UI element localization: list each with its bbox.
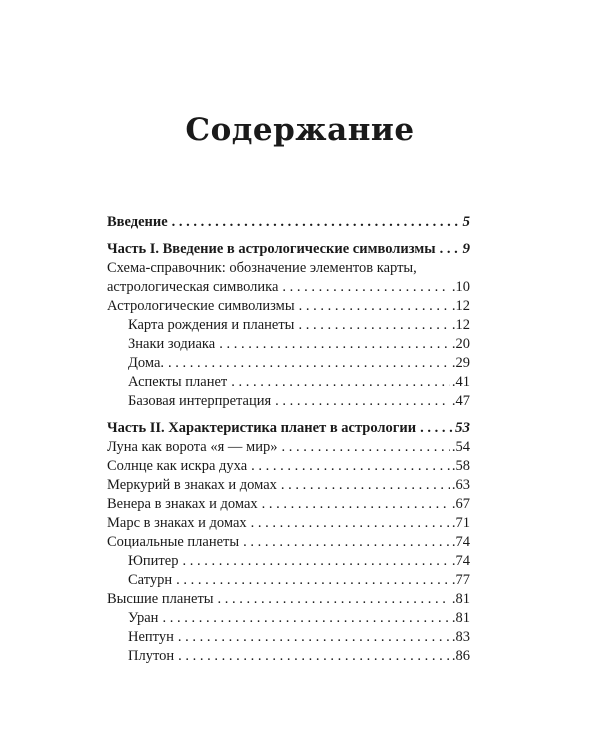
toc-entry-label: Астрологические символизмы bbox=[107, 298, 295, 314]
toc-page-number: .47 bbox=[451, 393, 470, 409]
toc-page-number: .20 bbox=[451, 336, 470, 352]
toc-page-number: .41 bbox=[451, 374, 470, 390]
toc-entry[interactable] bbox=[107, 438, 470, 457]
toc-entry-label: Схема-справочник: обозначение элементов карты, bbox=[107, 260, 417, 276]
toc-page-number: .86 bbox=[451, 648, 470, 664]
dot-leader bbox=[182, 552, 449, 571]
toc-page-number: .63 bbox=[451, 477, 470, 493]
dot-leader bbox=[251, 514, 450, 533]
toc-page-number: .83 bbox=[451, 629, 470, 645]
toc-page-number: .58 bbox=[451, 458, 470, 474]
dot-leader bbox=[231, 373, 450, 392]
dot-leader bbox=[178, 628, 450, 647]
toc-page-number: .12 bbox=[451, 317, 470, 333]
toc-page-number: .81 bbox=[451, 610, 470, 626]
dot-leader bbox=[262, 495, 450, 514]
dot-leader bbox=[218, 590, 450, 609]
toc-subentry[interactable] bbox=[107, 316, 470, 335]
toc-subentry[interactable] bbox=[107, 354, 470, 373]
toc-page-number: .74 bbox=[451, 534, 470, 550]
toc-entry-label: Уран bbox=[128, 610, 159, 626]
toc-part-heading[interactable] bbox=[107, 213, 470, 232]
toc-entry[interactable] bbox=[107, 457, 470, 476]
toc-entry-label: Аспекты планет bbox=[128, 374, 228, 390]
toc-entry[interactable] bbox=[107, 278, 470, 297]
dot-leader bbox=[299, 297, 450, 316]
toc-entry-label: Луна как ворота «я — мир» bbox=[107, 439, 278, 455]
dot-leader bbox=[176, 571, 450, 590]
toc-entry-label: Социальные планеты bbox=[107, 534, 240, 550]
toc-entry[interactable] bbox=[107, 514, 470, 533]
toc-page-number: .77 bbox=[451, 572, 470, 588]
toc-page-number: .10 bbox=[451, 279, 470, 295]
dot-leader bbox=[440, 240, 461, 259]
toc-entry-label: Знаки зодиака bbox=[128, 336, 216, 352]
toc-page-number: .74 bbox=[451, 553, 470, 569]
toc-entry[interactable] bbox=[107, 495, 470, 514]
dot-leader bbox=[219, 335, 450, 354]
dot-leader bbox=[420, 419, 453, 438]
dot-leader bbox=[282, 278, 449, 297]
toc-entry[interactable] bbox=[107, 533, 470, 552]
toc-entry-line[interactable] bbox=[107, 259, 470, 278]
toc-entry[interactable] bbox=[107, 297, 470, 316]
dot-leader bbox=[281, 438, 449, 457]
toc-entry-label: астрологическая символика bbox=[107, 279, 279, 295]
toc-subentry[interactable] bbox=[107, 373, 470, 392]
dot-leader bbox=[281, 476, 450, 495]
toc-entry[interactable] bbox=[107, 590, 470, 609]
toc-subentry[interactable] bbox=[107, 552, 470, 571]
toc-entry-label: Часть I. Введение в астрологические символизмы bbox=[107, 241, 436, 257]
toc-page-number: .71 bbox=[451, 515, 470, 531]
dot-leader bbox=[178, 647, 450, 666]
dot-leader bbox=[172, 213, 461, 232]
toc-entry-label: Сатурн bbox=[128, 572, 173, 588]
toc-page-number: .29 bbox=[451, 355, 470, 371]
toc-part-heading[interactable] bbox=[107, 240, 470, 259]
toc-page-number: .81 bbox=[451, 591, 470, 607]
toc-page-number: .67 bbox=[451, 496, 470, 512]
dot-leader bbox=[298, 316, 449, 335]
toc-entry-label: Карта рождения и планеты bbox=[128, 317, 295, 333]
toc-entry-label: Базовая интерпретация bbox=[128, 393, 272, 409]
toc-page-number: 9 bbox=[462, 241, 470, 257]
toc-entry-label: Нептун bbox=[128, 629, 174, 645]
toc-entry-label: Солнце как искра духа bbox=[107, 458, 248, 474]
toc-page-number: 5 bbox=[462, 214, 470, 230]
toc-subentry[interactable] bbox=[107, 609, 470, 628]
toc-entry[interactable] bbox=[107, 476, 470, 495]
page-title: Содержание bbox=[185, 112, 415, 148]
toc-entry-label: Венера в знаках и домах bbox=[107, 496, 258, 512]
toc-entry-label: Дома. bbox=[128, 355, 165, 371]
toc-subentry[interactable] bbox=[107, 335, 470, 354]
toc-entry-label: Меркурий в знаках и домах bbox=[107, 477, 277, 493]
toc-entry-label: Часть II. Характеристика планет в астрологии bbox=[107, 420, 417, 436]
dot-leader bbox=[162, 609, 449, 628]
toc-entry-label: Высшие планеты bbox=[107, 591, 214, 607]
dot-leader bbox=[275, 392, 450, 411]
toc-entry-label: Марс в знаках и домах bbox=[107, 515, 247, 531]
toc-entry-label: Введение bbox=[107, 214, 168, 230]
toc-entry-label: Плутон bbox=[128, 648, 175, 664]
toc-entry-label: Юпитер bbox=[128, 553, 179, 569]
toc-page-number: .54 bbox=[451, 439, 470, 455]
table-of-contents bbox=[107, 213, 470, 666]
dot-leader bbox=[243, 533, 450, 552]
dot-leader bbox=[251, 457, 450, 476]
toc-subentry[interactable] bbox=[107, 628, 470, 647]
toc-subentry[interactable] bbox=[107, 392, 470, 411]
toc-subentry[interactable] bbox=[107, 571, 470, 590]
toc-subentry[interactable] bbox=[107, 647, 470, 666]
toc-page-number: 53 bbox=[455, 420, 470, 436]
toc-part-heading[interactable] bbox=[107, 419, 470, 438]
dot-leader bbox=[168, 354, 450, 373]
toc-page-number: .12 bbox=[451, 298, 470, 314]
